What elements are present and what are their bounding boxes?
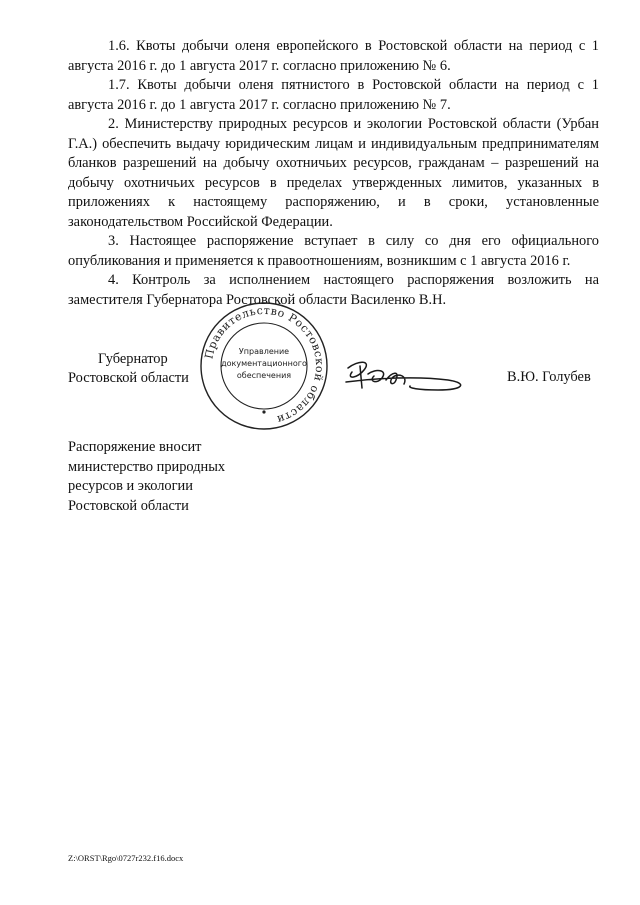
paragraph-1-6: 1.6. Квоты добычи оленя европейского в Ростовской области на период с 1 августа 2016 г. до 1 августа 2017 г. согласно приложению № 6.	[68, 38, 599, 74]
document-body	[68, 37, 599, 310]
submitter-line-3: ресурсов и экологии	[68, 478, 193, 494]
seal-inner-line-3: обеспечения	[236, 371, 292, 380]
submitter-line-1: Распоряжение вносит	[68, 439, 202, 455]
governor-title: Губернатор	[98, 351, 168, 367]
seal-outer-text: Правительство Ростовской области	[202, 303, 327, 427]
governor-position	[68, 350, 208, 388]
submitter-line-2: министерство природных	[68, 458, 226, 475]
seal-inner-line-2: документационного	[221, 359, 307, 368]
signer-name: В.Ю. Голубев	[507, 369, 591, 385]
governor-region: Ростовской области	[68, 370, 189, 386]
handwritten-signature	[338, 350, 478, 400]
paragraph-4: 4. Контроль за исполнением настоящего распоряжения возложить на заместителя Губернатора Ростовской области Василенко В.Н.	[68, 272, 599, 308]
official-seal	[198, 300, 330, 432]
footer-file-path: Z:\ORST\Rgo\0727r232.f16.docx	[68, 853, 184, 863]
paragraph-2: 2. Министерству природных ресурсов и экологии Ростовской области (Урбан Г.А.) обеспечить выдачу юридическим лицам и индивидуальным предпринимателям бланков разрешений на добычу охотничьих ресурсов, гражданам – разрешений на добычу охотничьих ресурсов в пределах утвержденных лимитов, указанных в приложениях к настоящему распоряжению, и в сроки, установленные законодательством Российской Федерации.	[68, 116, 599, 230]
seal-inner-line-1: Управление	[238, 347, 290, 356]
submitter-line-4: Ростовской области	[68, 497, 189, 514]
paragraph-3: 3. Настоящее распоряжение вступает в силу со дня его официального опубликования и применяется к правоотношениям, возникшим с 1 августа 2016 г.	[68, 233, 599, 269]
paragraph-1-7: 1.7. Квоты добычи оленя пятнистого в Ростовской области на период с 1 августа 2016 г. до 1 августа 2017 г. согласно приложению № 7.	[68, 77, 599, 113]
submitter-block	[68, 438, 288, 516]
seal-star	[262, 410, 265, 413]
